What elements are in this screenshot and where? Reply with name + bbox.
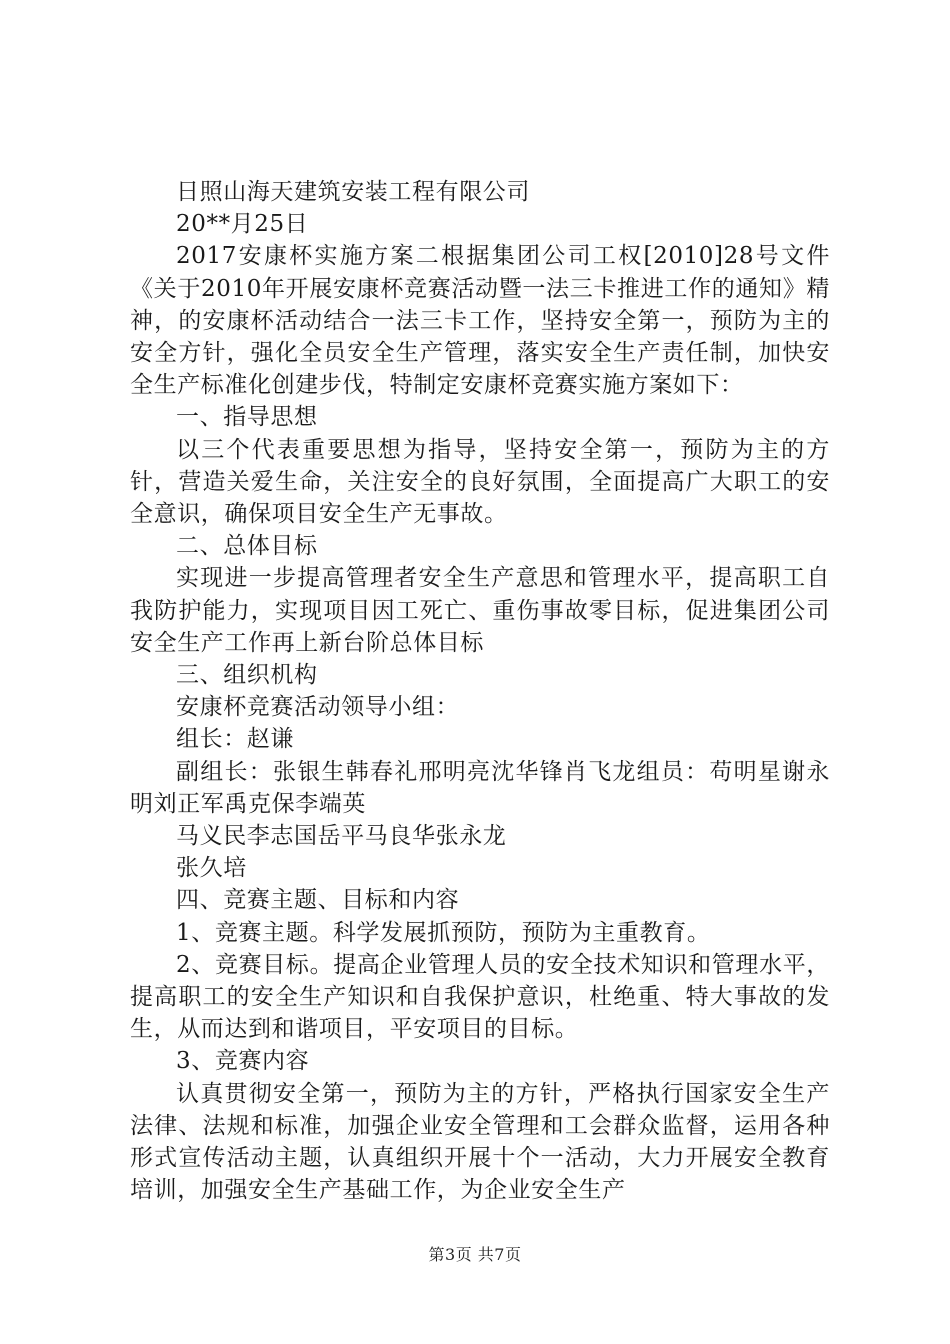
competition-goal: 2、竞赛目标。提高企业管理人员的安全技术知识和管理水平，提高职工的安全生产知识和自我保护意识，杜绝重、特大事故的发生，从而达到和谐项目，平安项目的目标。 xyxy=(130,951,830,1043)
group-leader-line: 组长：赵谦 xyxy=(176,726,294,753)
guiding-thought-paragraph: 以三个代表重要思想为指导，坚持安全第一，预防为主的方针，营造关爱生命，关注安全的良好氛围，全面提高广大职工的安全意识，确保项目安全生产无事故。 xyxy=(130,436,830,528)
document-body xyxy=(130,176,830,1207)
section-heading-2: 二、总体目标 xyxy=(176,533,318,560)
competition-content-paragraph: 认真贯彻安全第一，预防为主的方针，严格执行国家安全生产法律、法规和标准，加强企业安全管理和工会群众监督，运用各种形式宣传活动主题，认真组织开展十个一活动，大力开展安全教育培训，加强安全生产基础工作，为企业安全生产 xyxy=(130,1080,830,1204)
company-name: 日照山海天建筑安装工程有限公司 xyxy=(176,179,530,205)
members-line-2: 张久培 xyxy=(176,855,247,882)
deputy-members-line: 副组长：张银生韩春礼邢明亮沈华锋肖飞龙组员：苟明星谢永明刘正军禹克保李端英 xyxy=(130,758,830,817)
leadership-group-label: 安康杯竞赛活动领导小组： xyxy=(176,694,460,721)
overall-goal-paragraph: 实现进一步提高管理者安全生产意思和管理水平，提高职工自我防护能力，实现项目因工死亡、重伤事故零目标，促进集团公司安全生产工作再上新台阶总体目标 xyxy=(130,565,830,656)
intro-paragraph: 2017安康杯实施方案二根据集团公司工权[2010]28号文件《关于2010年开展安康杯竞赛活动暨一法三卡推进工作的通知》精神，的安康杯活动结合一法三卡工作，坚持安全第一，预防为主的安全方针，强化全员安全生产管理，落实安全生产责任制，加快安全生产标准化创建步伐，特制定安康杯竞赛实施方案如下： xyxy=(130,243,830,399)
section-heading-1: 一、指导思想 xyxy=(176,404,318,431)
section-heading-4: 四、竞赛主题、目标和内容 xyxy=(176,887,460,914)
members-line: 马义民李志国岳平马良华张永龙 xyxy=(176,823,507,850)
section-heading-3: 三、组织机构 xyxy=(176,662,318,689)
date-line: 20**月25日 xyxy=(176,211,309,238)
competition-content-heading: 3、竞赛内容 xyxy=(176,1048,310,1075)
competition-theme: 1、竞赛主题。科学发展抓预防，预防为主重教育。 xyxy=(176,919,711,946)
page-footer: 第3页 共7页 xyxy=(428,1245,522,1264)
